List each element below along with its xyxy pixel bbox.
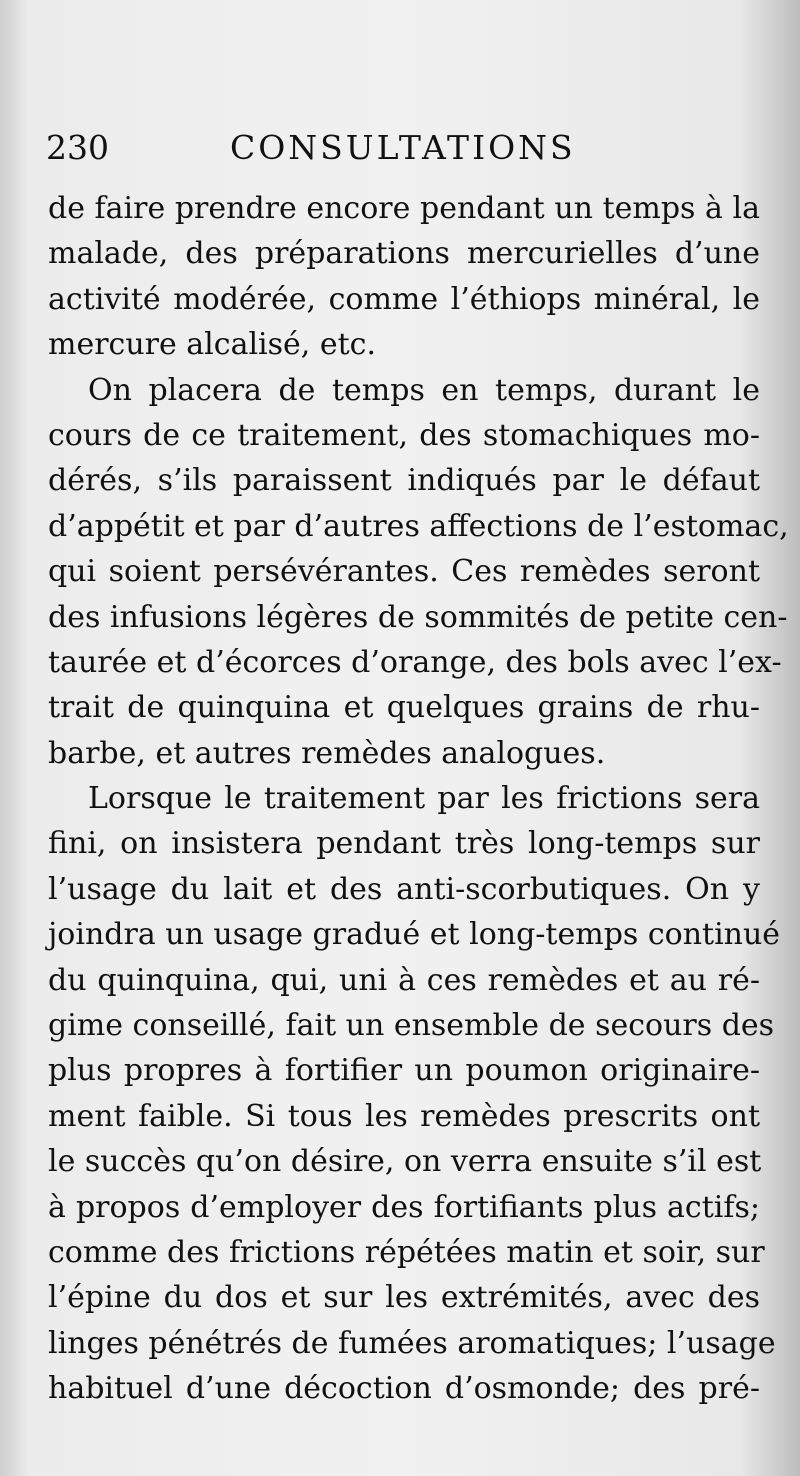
text-line: du quinquina, qui, uni à ces remèdes et au ré- [48, 962, 760, 998]
running-head [46, 124, 766, 172]
body-text [48, 186, 789, 1412]
page-number: 230 [46, 128, 109, 167]
text-line: comme des frictions répétées matin et soir, sur [48, 1234, 765, 1270]
text-line: plus propres à fortifier un poumon originaire- [48, 1053, 760, 1089]
text-line: ment faible. Si tous les remèdes prescrits ont [48, 1098, 760, 1134]
text-line: l’usage du lait et des anti-scorbutiques. On y [48, 871, 760, 907]
text-line: taurée et d’écorces d’orange, des bols avec l’ex- [48, 644, 782, 680]
text-line: gime conseillé, fait un ensemble de secours des [48, 1008, 775, 1044]
text-line: l’épine du dos et sur les extrémités, avec des [48, 1280, 760, 1316]
paragraph-first-line: Lorsque le traitement par les frictions sera [88, 781, 760, 817]
text-line: trait de quinquina et quelques grains de rhu- [48, 690, 760, 726]
text-line: dérés, s’ils paraissent indiqués par le défaut [48, 463, 760, 499]
text-line: mercure alcalisé, etc. [48, 327, 377, 363]
text-line: habituel d’une décoction d’osmonde; des pré- [48, 1371, 760, 1407]
text-line: activité modérée, comme l’éthiops minéral, le [48, 281, 760, 317]
text-line: d’appétit et par d’autres affections de l’estomac, [48, 508, 789, 544]
text-line: malade, des préparations mercurielles d’une [48, 236, 760, 272]
text-line: cours de ce traitement, des stomachiques mo- [48, 417, 760, 453]
text-line: le succès qu’on désire, on verra ensuite s’il est [48, 1144, 762, 1180]
text-line: à propos d’employer des fortifiants plus actifs; [48, 1189, 760, 1225]
text-line: qui soient persévérantes. Ces remèdes seront [48, 554, 760, 590]
text-line: joindra un usage gradué et long-temps continué [48, 917, 781, 953]
text-line: de faire prendre encore pendant un temps à la [48, 191, 760, 226]
text-line: fini, on insistera pendant très long-temps sur [48, 826, 760, 862]
text-line: des infusions légères de sommités de petite cen- [48, 599, 788, 635]
paragraph-first-line: On placera de temps en temps, durant le [88, 372, 760, 408]
text-line: barbe, et autres remèdes analogues. [48, 735, 606, 771]
running-title: CONSULTATIONS [230, 128, 576, 167]
text-line: linges pénétrés de fumées aromatiques; l’usage [48, 1325, 776, 1361]
